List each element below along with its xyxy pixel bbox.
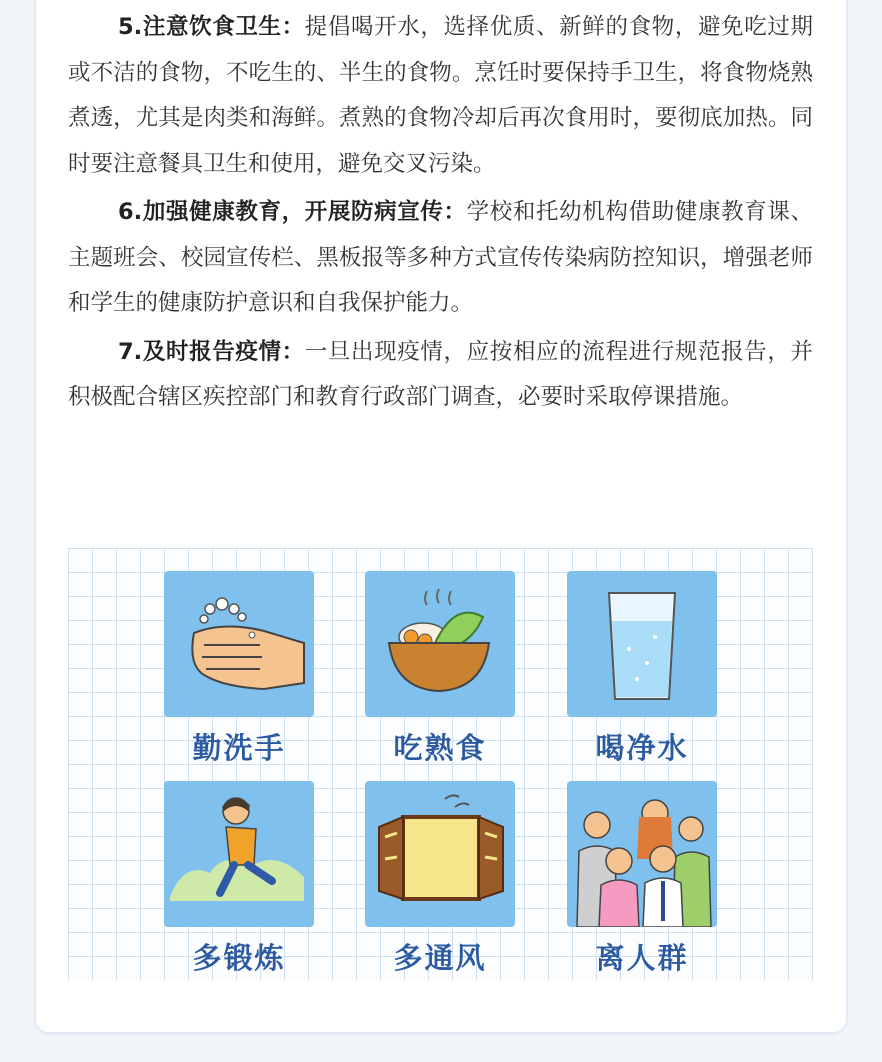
tip-label: 吃熟食 <box>393 731 487 765</box>
paragraph-report-epidemic <box>68 330 813 421</box>
tip-label: 多通风 <box>393 941 487 975</box>
crowd-icon <box>567 781 717 927</box>
article-text <box>68 5 813 424</box>
washing-hands-icon <box>164 571 314 717</box>
cooked-food-bowl-icon <box>365 571 515 717</box>
paragraph-body: 学校和托幼机构借助健康教育课、主题班会、校园宣传栏、黑板报等多种方式宣传传染病防控知识，增强老师和学生的健康防护意识和自我保护能力。 <box>68 199 813 316</box>
tip-tile-ventilation <box>365 781 515 927</box>
open-window-icon <box>365 781 515 927</box>
running-person-icon <box>164 781 314 927</box>
tip-tile-clean-water <box>567 571 717 717</box>
paragraph-heading: 5.注意饮食卫生： <box>118 14 305 40</box>
water-glass-icon <box>567 571 717 717</box>
paragraph-heading: 7.及时报告疫情： <box>118 338 305 365</box>
paragraph-body: 一旦出现疫情，应按相应的流程进行规范报告，并积极配合辖区疾控部门和教育行政部门调查，必要时采取停课措施。 <box>68 338 813 410</box>
tips-illustration-grid <box>68 548 813 980</box>
tip-label: 勤洗手 <box>192 731 286 765</box>
tip-label: 离人群 <box>595 941 689 975</box>
paragraph-diet-hygiene <box>68 5 813 187</box>
tip-label: 多锻炼 <box>192 941 286 975</box>
tip-tile-exercise <box>164 781 314 927</box>
tip-tile-wash-hands <box>164 571 314 717</box>
tip-label: 喝净水 <box>595 731 689 765</box>
paragraph-heading: 6.加强健康教育，开展防病宣传： <box>118 199 467 225</box>
tip-tile-avoid-crowds <box>567 781 717 927</box>
tip-tile-cooked-food <box>365 571 515 717</box>
paragraph-body: 提倡喝开水，选择优质、新鲜的食物，避免吃过期或不洁的食物，不吃生的、半生的食物。烹饪时要保持手卫生，将食物烧熟煮透，尤其是肉类和海鲜。煮熟的食物冷却后再次食用时，要彻底加热。同时要注意餐具卫生和使用，避免交叉污染。 <box>68 14 813 177</box>
paragraph-health-education <box>68 190 813 327</box>
